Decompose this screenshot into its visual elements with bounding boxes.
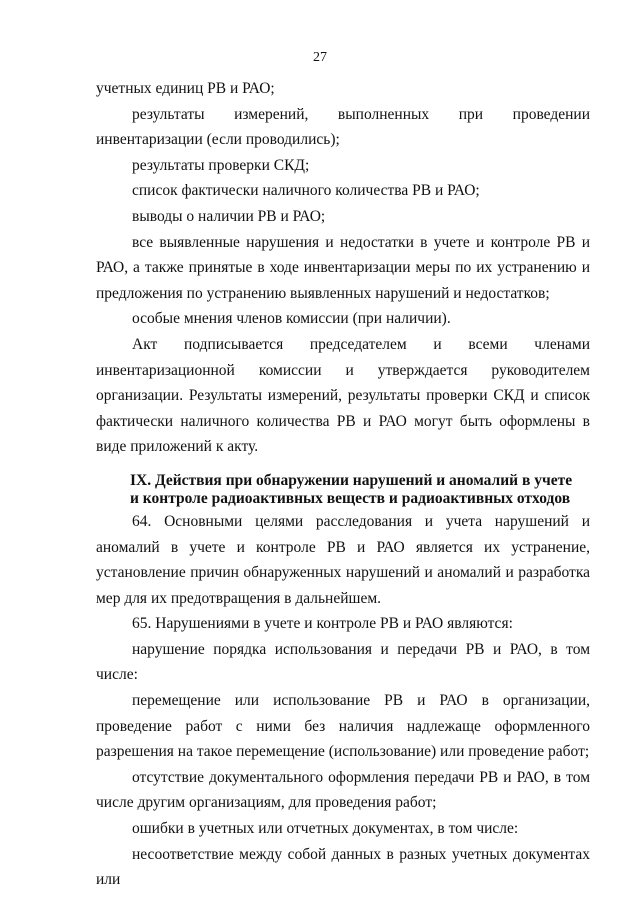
paragraph: 65. Нарушениями в учете и контроле РВ и РАО являются: bbox=[132, 615, 513, 633]
paragraphs-after-heading bbox=[96, 509, 590, 893]
paragraph: особые мнения членов комиссии (при наличии). bbox=[132, 310, 451, 328]
paragraph: 64. Основными целями расследования и учета нарушений и аномалий в учете и контроле РВ и РАО является их устранение, установление причин обнаруженных нарушений и аномалий и разработка мер для их предотвращения в дальнейшем. bbox=[96, 512, 590, 607]
document-body bbox=[96, 76, 590, 893]
paragraph: перемещение или использование РВ и РАО в организации, проведение работ с ними без наличия надлежаще оформленного разрешения на такое перемещение (использование) или проведение работ; bbox=[96, 692, 590, 761]
paragraph: ошибки в учетных или отчетных документах, в том числе: bbox=[132, 820, 519, 838]
paragraph: учетных единиц РВ и РАО; bbox=[96, 80, 275, 97]
paragraph: все выявленные нарушения и недостатки в учете и контроле РВ и РАО, а также принятые в ходе инвентаризации меры по их устранению и предложения по устранению выявленных нарушений и недостатков; bbox=[96, 233, 590, 302]
paragraph: результаты измерений, выполненных при проведении инвентаризации (если проводились); bbox=[96, 105, 590, 149]
paragraph: несоответствие между собой данных в разных учетных документах или bbox=[96, 845, 590, 889]
paragraph: список фактически наличного количества РВ и РАО; bbox=[132, 182, 480, 200]
paragraph: результаты проверки СКД; bbox=[132, 156, 310, 174]
paragraph: нарушение порядка использования и передачи РВ и РАО, в том числе: bbox=[96, 640, 590, 684]
section-heading-line-1: IX. Действия при обнаружении нарушений и аномалий в учете bbox=[130, 471, 573, 489]
paragraph: выводы о наличии РВ и РАО; bbox=[132, 207, 326, 225]
section-heading bbox=[130, 472, 590, 508]
page-number: 27 bbox=[313, 50, 327, 65]
paragraph: отсутствие документального оформления передачи РВ и РАО, в том числе другим организациям, для проведения работ; bbox=[96, 768, 590, 812]
paragraphs-before-heading bbox=[96, 76, 590, 460]
section-heading-line-2: и контроле радиоактивных веществ и радиоактивных отходов bbox=[130, 489, 571, 507]
paragraph: Акт подписывается председателем и всеми членами инвентаризационной комиссии и утверждается руководителем организации. Результаты измерений, результаты проверки СКД и список фактически наличного количества РВ и РАО могут быть оформлены в виде приложений к акту. bbox=[96, 335, 590, 456]
